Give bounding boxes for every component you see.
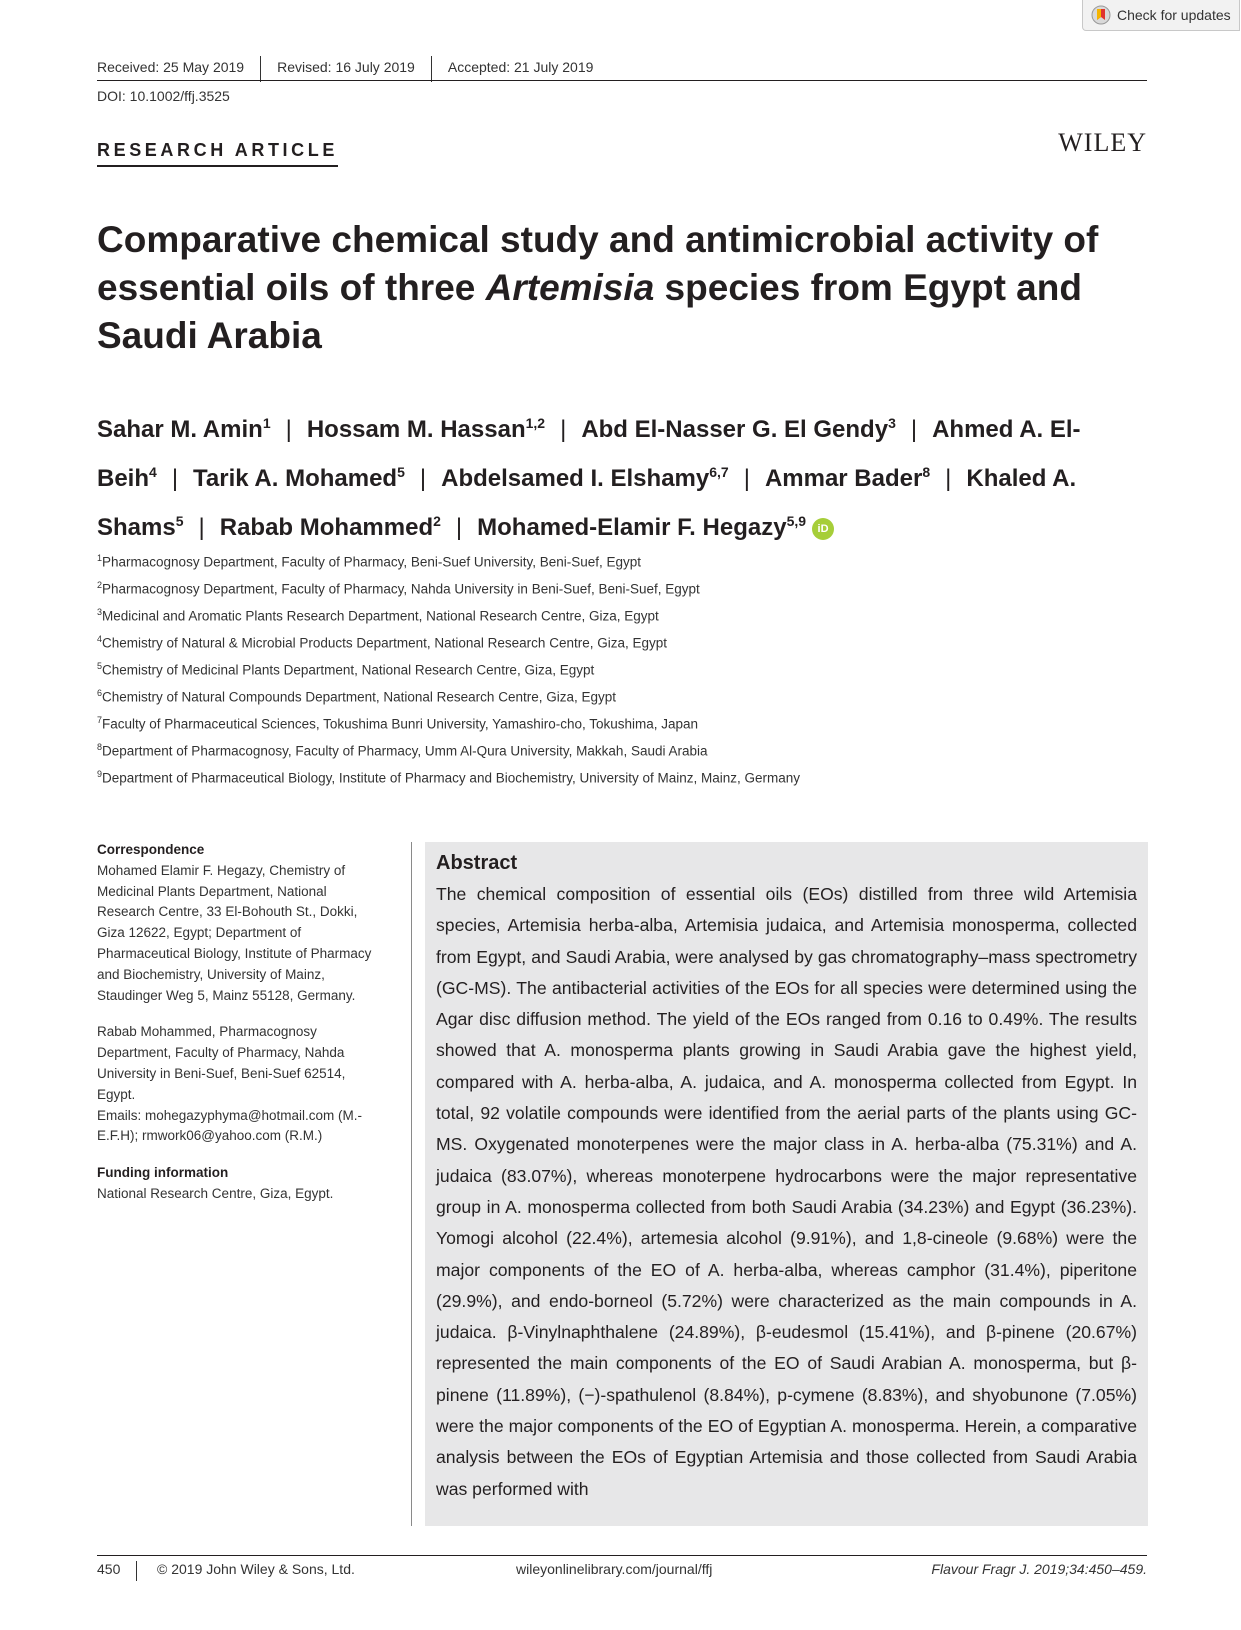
funding-text: National Research Centre, Giza, Egypt.: [97, 1185, 334, 1201]
author[interactable]: Rabab Mohammed$^2$: [219, 513, 441, 541]
author-separator: |: [945, 465, 952, 492]
author-separator: |: [419, 465, 427, 492]
correspondence-heading: Correspondence: [97, 842, 205, 857]
correspondence-address-2: Rabab Mohammed, Pharmacognosy Department, Faculty of Pharmacy, Nahda University in Beni-Suef, Beni-Suef 62514, Egypt.: [97, 1024, 346, 1102]
abstract-box: [425, 842, 1148, 1526]
doi[interactable]: DOI: 10.1002/ffj.3525: [97, 88, 230, 104]
author[interactable]: Ahmed A. El-Beih$^4$: [97, 416, 1081, 492]
page-number: 450: [97, 1561, 137, 1581]
check-updates-label: Check for updates: [1117, 7, 1231, 23]
funding-heading: Funding information: [97, 1165, 229, 1181]
article-dates: [97, 56, 1147, 82]
affiliation: $^2$Pharmacognosy Department, Faculty of Pharmacy, Nahda University in Beni-Suef, Beni-Suef, Egypt: [97, 580, 700, 597]
article-title: [97, 216, 1157, 360]
copyright: © 2019 John Wiley & Sons, Ltd.: [157, 1561, 355, 1577]
column-divider: [411, 842, 412, 1526]
affiliation: $^8$Department of Pharmacognosy, Faculty of Pharmacy, Umm Al-Qura University, Makkah, Saudi Arabia: [97, 742, 708, 759]
title-genus: Artemisia: [485, 267, 655, 308]
correspondence-emails[interactable]: Emails: mohegazyphyma@hotmail.com (M.-E.F.H); rmwork06@yahoo.com (R.M.): [97, 1107, 363, 1144]
author-separator: |: [743, 465, 750, 492]
author[interactable]: Tarik A. Mohamed$^5$: [193, 464, 405, 492]
author-list: [97, 402, 1157, 549]
revised-date: Revised: 16 July 2019: [260, 56, 431, 82]
footer-rule: [97, 1555, 1147, 1556]
affiliation-list: [97, 548, 1157, 791]
abstract-text: The chemical composition of essential oils (EOs) distilled from three wild Artemisia species, Artemisia herba-alba, Artemisia judaica, and Artemisia monosperma, collected from Egypt, and Saudi Arabia, were analysed by gas chromatography–mass spectrometry (GC-MS). The antibacterial activities of the EOs for all species were determined using the Agar disc diffusion method. The yield of the EOs ranged from 0.16 to 0.49%. The results showed that A. monosperma plants growing in Saudi Arabia gave the highest yield, compared with A. herba-alba, A. judaica, and A. monosperma collected from Egypt. In total, 92 volatile compounds were identified from the aerial parts of the plants using GC-MS. Oxygenated monoterpenes were the major class in A. herba-alba (75.31%) and A. judaica (83.07%), whereas monoterpene hydrocarbons were the major representative group in A. monosperma collected from both Saudi Arabia (34.23%) and Egypt (36.23%). Yomogi alcohol (22.4%), artemesia alcohol (9.91%), and 1,8-cineole (9.68%) were the major components of the EO of A. herba-alba, whereas camphor (31.4%), piperitone (29.9%), and endo-borneol (5.72%) were characterized as the main compounds in A. judaica. β-Vinylnaphthalene (24.89%), β-eudesmol (15.41%), and β-pinene (20.67%) represented the main components of the EO of Saudi Arabian A. monosperma, but β-pinene (11.89%), (−)-spathulenol (8.84%), p-cymene (8.83%), and shyobunone (7.05%) were the major components of the EO of Egyptian A. monosperma. Herein, a comparative analysis between the EOs of Egyptian Artemisia and those collected from Saudi Arabia was performed with: [436, 884, 1137, 1499]
accepted-date: Accepted: 21 July 2019: [431, 56, 610, 82]
publisher-logo: WILEY: [1058, 128, 1147, 157]
author[interactable]: Hossam M. Hassan$^{1,2}$: [306, 415, 546, 443]
orcid-icon[interactable]: iD: [812, 518, 834, 540]
author[interactable]: Sahar M. Amin$^1$: [97, 415, 271, 443]
citation: [931, 1561, 1147, 1577]
crossmark-icon: [1091, 5, 1111, 25]
journal-url[interactable]: wileyonlinelibrary.com/journal/ffj: [516, 1561, 713, 1577]
affiliation: $^5$Chemistry of Medicinal Plants Department, National Research Centre, Giza, Egypt: [97, 661, 595, 678]
author-separator: |: [910, 416, 918, 443]
title-text-2: species from Egypt and Saudi Arabia: [97, 267, 1082, 356]
correspondence-address-1: Mohamed Elamir F. Hegazy, Chemistry of Medicinal Plants Department, National Research Centre, 33 El-Bohouth St., Dokki, Giza 12622, Egypt; Department of Pharmaceutical Biology, Institute of Pharmacy and Biochemistry, University of Mainz, Staudinger Weg 5, Mainz 55128, Germany.: [97, 862, 372, 1003]
affiliation: $^6$Chemistry of Natural Compounds Department, National Research Centre, Giza, Egypt: [97, 688, 616, 705]
title-text-1: Comparative chemical study and antimicrobial activity of essential oils of three: [97, 219, 1099, 308]
author-separator: |: [560, 416, 567, 443]
citation-text: Flavour Fragr J. 2019;34:450–459.: [931, 1561, 1147, 1577]
affiliation: $^7$Faculty of Pharmaceutical Sciences, Tokushima Bunri University, Yamashiro-cho, Tokushima, Japan: [97, 715, 699, 732]
author-separator: |: [171, 465, 179, 492]
received-date: Received: 25 May 2019: [97, 59, 245, 75]
header-rule: [97, 80, 1147, 81]
affiliation: $^4$Chemistry of Natural & Microbial Products Department, National Research Centre, Giza, Egypt: [97, 634, 667, 651]
affiliation: $^1$Pharmacognosy Department, Faculty of Pharmacy, Beni-Suef University, Beni-Suef, Egypt: [97, 553, 642, 570]
author[interactable]: Mohamed-Elamir F. Hegazy$^{5,9}$: [477, 513, 807, 541]
author-separator: |: [198, 514, 205, 541]
author-separator: |: [455, 514, 463, 541]
affiliation: $^3$Medicinal and Aromatic Plants Research Department, National Research Centre, Giza, Egypt: [97, 607, 659, 624]
article-type: RESEARCH ARTICLE: [97, 140, 338, 167]
affiliation: $^9$Department of Pharmaceutical Biology, Institute of Pharmacy and Biochemistry, University of Mainz, Mainz, Germany: [97, 769, 801, 786]
author[interactable]: Ammar Bader$^8$: [764, 464, 931, 492]
correspondence-sidebar: [97, 840, 377, 1221]
author[interactable]: Khaled A. Shams$^5$: [97, 465, 1077, 541]
author-separator: |: [285, 416, 292, 443]
author[interactable]: Abdelsamed I. Elshamy$^{6,7}$: [441, 464, 729, 492]
check-for-updates-button[interactable]: [1082, 0, 1240, 31]
author[interactable]: Abd El-Nasser G. El Gendy$^3$: [581, 415, 896, 443]
abstract-heading: Abstract: [436, 852, 518, 874]
